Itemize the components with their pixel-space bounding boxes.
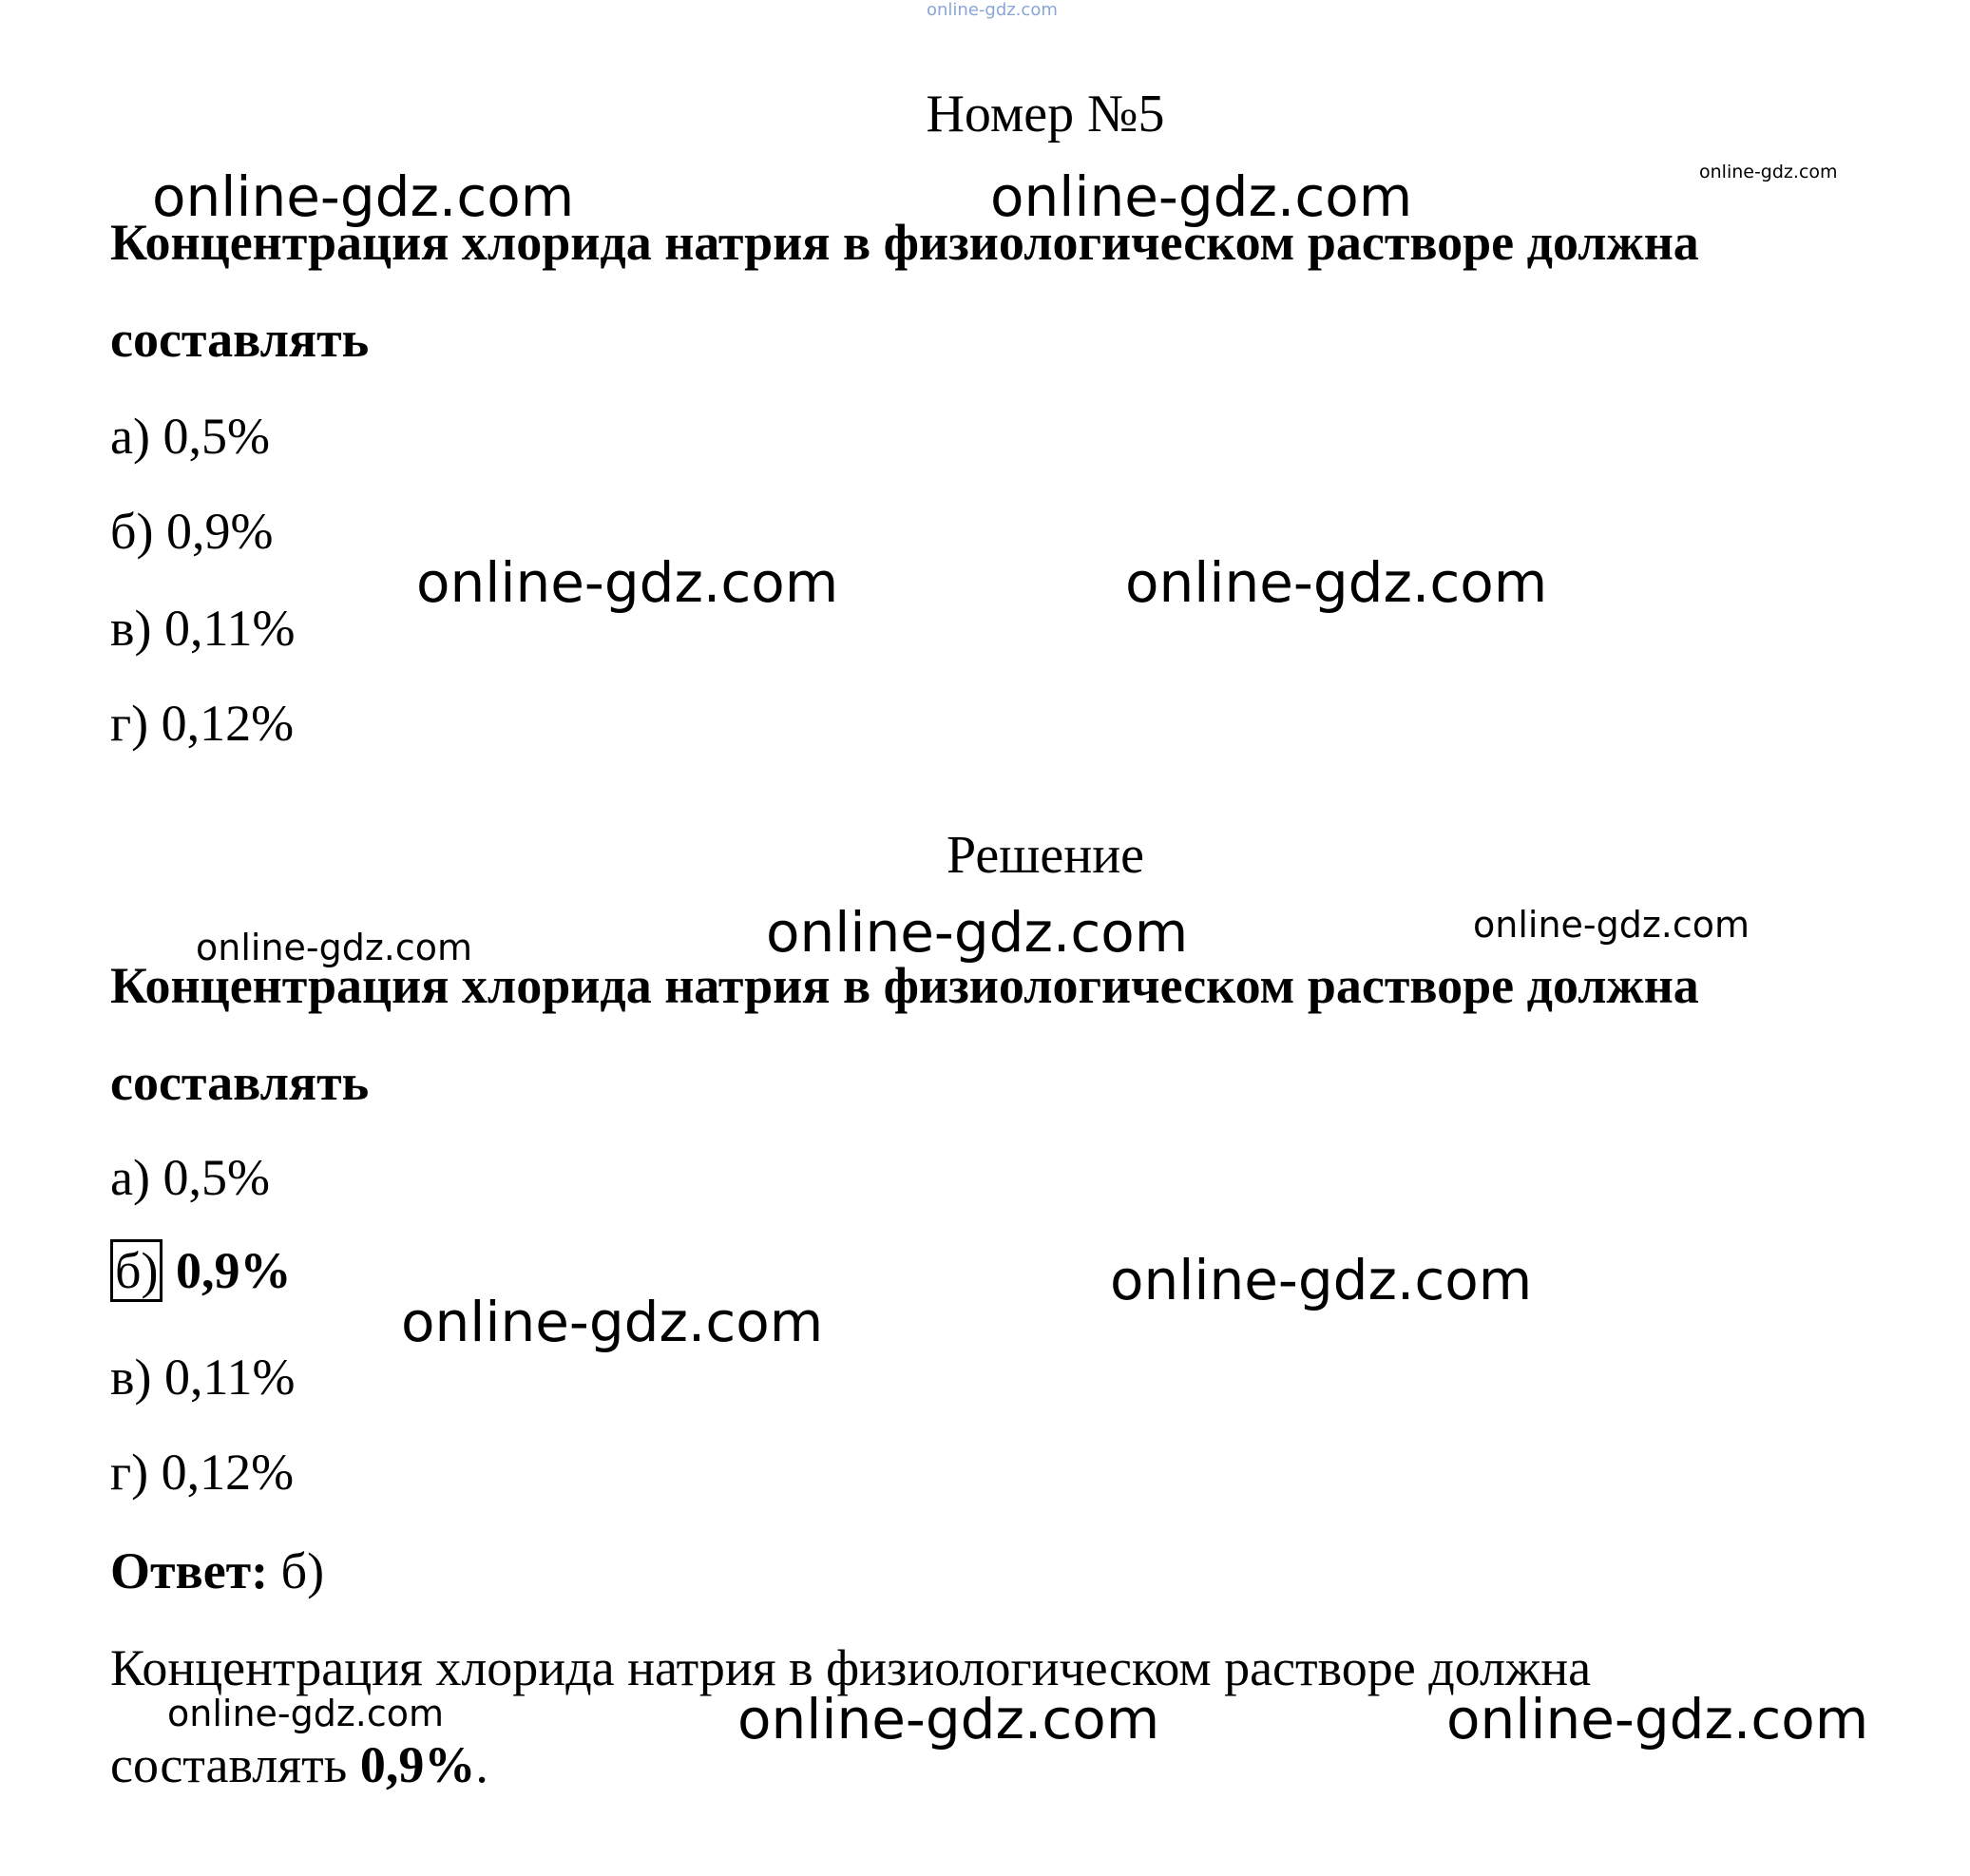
solution-option-a [110,1149,270,1206]
option-label: г) [110,1444,149,1501]
solution-text-line2: составлять [110,1054,370,1111]
watermark: online-gdz.com [927,0,1058,20]
answer-label: Ответ: [110,1542,269,1599]
watermark: online-gdz.com [990,164,1413,229]
question-option-d [110,695,295,752]
watermark: online-gdz.com [416,550,839,615]
watermark: online-gdz.com [766,900,1189,965]
option-label: б) [110,503,154,560]
option-value: 0,9% [165,503,274,560]
answer-line [110,1542,325,1599]
watermark: online-gdz.com [1699,162,1838,182]
question-text-line1: Концентрация хлорида натрия в физиологическом растворе должна [110,214,1699,271]
option-value: 0,5% [163,1149,270,1206]
watermark: online-gdz.com [1473,904,1750,946]
answer-value: б) [280,1542,325,1599]
question-option-c [110,600,296,657]
option-label: а) [110,1149,150,1206]
watermark: online-gdz.com [401,1290,824,1354]
page-title: Номер №5 [926,85,1165,144]
watermark: online-gdz.com [1446,1687,1869,1752]
solution-option-c [110,1349,296,1406]
watermark: online-gdz.com [1125,550,1548,615]
watermark: online-gdz.com [196,927,473,968]
solution-text-line1: Концентрация хлорида натрия в физиологическом растворе должна [110,957,1699,1014]
option-label: а) [110,408,150,465]
option-label: г) [110,695,149,752]
solution-option-d [110,1444,295,1501]
solution-title: Решение [946,826,1145,885]
option-value: 0,5% [163,408,270,465]
watermark: online-gdz.com [1110,1248,1533,1312]
question-text-line2: составлять [110,311,370,368]
option-label: в) [110,1349,152,1406]
selected-option-value: 0,9% [175,1242,292,1299]
explanation-suffix: . [475,1736,488,1793]
option-value: 0,12% [161,1444,295,1501]
question-option-a [110,408,270,465]
explanation-prefix: составлять [110,1736,348,1793]
watermark: online-gdz.com [167,1693,445,1734]
watermark: online-gdz.com [152,164,575,229]
option-value: 0,12% [161,695,295,752]
solution-option-b-selected [110,1242,292,1299]
explanation-line1: Концентрация хлорида натрия в физиологическом растворе должна [110,1639,1592,1696]
option-label: в) [110,600,152,657]
question-option-b [110,503,274,560]
selected-option-label: б) [110,1239,163,1302]
explanation-line2 [110,1736,488,1793]
explanation-value: 0,9% [359,1736,476,1793]
watermark: online-gdz.com [737,1687,1160,1752]
option-value: 0,11% [163,1349,296,1406]
option-value: 0,11% [163,600,296,657]
